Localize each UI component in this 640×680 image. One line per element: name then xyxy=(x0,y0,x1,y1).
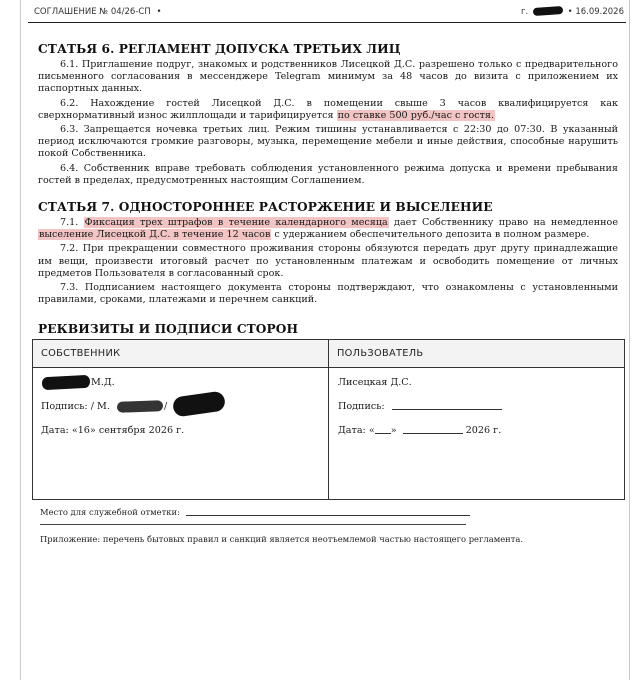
clause-6-3: 6.3. Запрещается ночевка третьих лиц. Режим тишины устанавливается с 22:30 до 07:30. В указанный период исключаются громкие разговоры, музыка, перемещение мебели и иные действия, способные нарушить покой Собственника. xyxy=(38,124,618,160)
user-column-header: ПОЛЬЗОВАТЕЛЬ xyxy=(337,348,424,359)
page-edge-left xyxy=(20,0,21,680)
user-signature-line xyxy=(338,401,502,412)
clause-7-1-middle: дает Собственнику право на немедленное xyxy=(388,217,618,228)
clause-6-2-highlight: по ставке 500 руб./час с гостя. xyxy=(337,109,495,121)
user-date-mid: » xyxy=(390,425,397,436)
clause-7-1-highlight-fines: Фиксация трех штрафов в течение календарного месяца xyxy=(84,217,388,228)
document-date: • 16.09.2026 xyxy=(567,7,624,17)
service-mark-label: Место для служебной отметки: xyxy=(40,507,180,517)
owner-initials: М.Д. xyxy=(91,377,115,388)
clause-7-2: 7.2. При прекращении совместного проживания стороны обязуются передать друг другу принадлежащие им вещи, произвести итоговый расчет по установленным платежам и освободить помещение от личных предметов Пользователя в согласованный срок. xyxy=(38,243,618,279)
clause-7-1-after: с удержанием обеспечительного депозита в полном размере. xyxy=(271,229,590,241)
owner-handwritten-signature xyxy=(172,390,226,417)
redacted-owner-surname xyxy=(42,375,91,390)
signatures-section xyxy=(38,322,618,339)
city-prefix: г. xyxy=(521,7,529,17)
clause-6-2-text: 6.2. Нахождение гостей Лисецкой Д.С. в помещении свыше 3 часов квалифицируется как сверхнормативный износ жилплощади и тарифицируется xyxy=(38,97,618,121)
clause-7-1-highlight-eviction: выселение Лисецкой Д.С. в течение 12 часов xyxy=(39,229,271,241)
signature-column-divider xyxy=(328,340,329,499)
service-mark-blank-second xyxy=(40,524,466,525)
clause-7-1 xyxy=(38,217,618,241)
clause-6-1: 6.1. Приглашение подруг, знакомых и родственников Лисецкой Д.С. разрешено только с предварительного письменного согласования в мессенджере Telegram минимум за 48 часов до визита с приложением их паспортных данных. xyxy=(38,59,618,95)
owner-signature-line xyxy=(41,401,110,412)
user-date-suffix: 2026 г. xyxy=(465,425,502,436)
user-signature-label: Подпись: xyxy=(338,401,385,412)
clause-7-3: 7.3. Подписанием настоящего документа стороны подтверждают, что ознакомлены с установленными правилами, сроками, платежами и перечнем санкций. xyxy=(38,282,618,306)
section-7 xyxy=(38,200,618,308)
section-6 xyxy=(38,42,618,189)
owner-date: Дата: «16» сентября 2026 г. xyxy=(41,425,185,436)
section-7-title: СТАТЬЯ 7. ОДНОСТОРОННЕЕ РАСТОРЖЕНИЕ И ВЫСЕЛЕНИЕ xyxy=(38,200,493,214)
header-right xyxy=(521,7,624,17)
redacted-city xyxy=(533,6,563,16)
signature-table xyxy=(32,339,625,500)
redacted-owner-signature-name xyxy=(117,400,163,413)
service-mark-blank xyxy=(186,507,470,516)
clause-7-1-number: 7.1. xyxy=(60,217,84,228)
service-mark-line xyxy=(40,507,470,517)
owner-column-header: СОБСТВЕННИК xyxy=(41,348,121,359)
section-6-title: СТАТЬЯ 6. РЕГЛАМЕНТ ДОПУСКА ТРЕТЬИХ ЛИЦ xyxy=(38,42,401,56)
clause-6-2 xyxy=(38,98,618,122)
user-date-line xyxy=(338,425,501,436)
user-signature-blank xyxy=(392,401,502,410)
signatures-title: РЕКВИЗИТЫ И ПОДПИСИ СТОРОН xyxy=(38,322,299,336)
owner-signature-suffix: / xyxy=(164,401,168,412)
header-left xyxy=(34,7,161,17)
owner-signature-prefix: Подпись: / М. xyxy=(41,401,110,412)
header-rule xyxy=(28,22,626,23)
clause-6-4: 6.4. Собственник вправе требовать соблюдения установленного режима допуска и времени пребывания гостей в пределах, предусмотренных настоящим Соглашением. xyxy=(38,162,618,186)
user-name: Лисецкая Д.С. xyxy=(338,377,412,388)
user-date-prefix: Дата: « xyxy=(338,425,375,436)
user-date-day-blank xyxy=(375,425,391,434)
user-date-month-blank xyxy=(403,425,463,434)
document-header xyxy=(24,7,624,19)
header-bullet: • xyxy=(156,7,162,17)
agreement-number: СОГЛАШЕНИЕ № 04/26-СП xyxy=(34,7,151,17)
appendix-note: Приложение: перечень бытовых правил и санкций является неотъемлемой частью настоящего регламента. xyxy=(40,534,524,544)
page-edge-right xyxy=(629,0,630,680)
